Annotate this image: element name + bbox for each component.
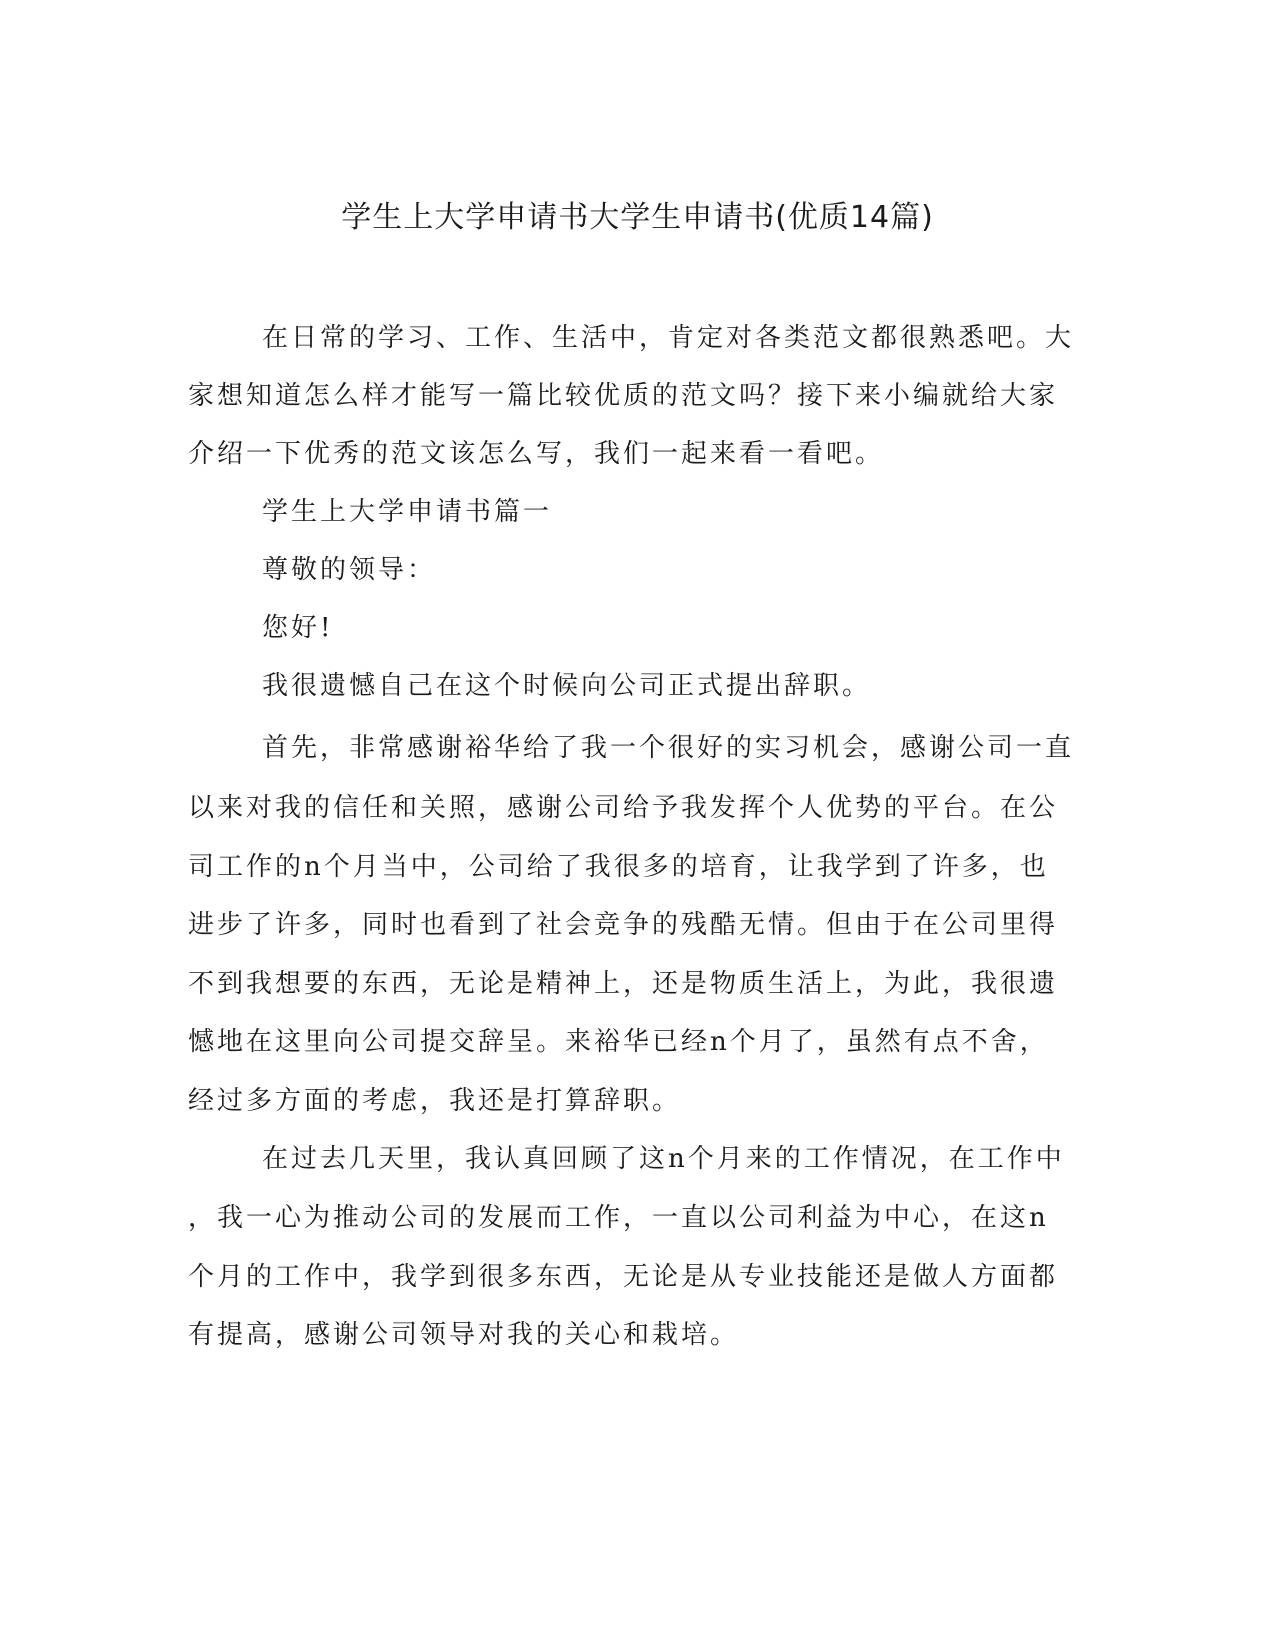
paragraph-line: 不到我想要的东西，无论是精神上，还是物质生活上，为此，我很遗 xyxy=(188,969,1059,999)
paragraph-line: 我很遗憾自己在这个时候向公司正式提出辞职。 xyxy=(262,671,872,701)
paragraph-line: 个月的工作中，我学到很多东西，无论是从专业技能还是做人方面都 xyxy=(188,1262,1059,1292)
paragraph-line: 司工作的n个月当中，公司给了我很多的培育，让我学到了许多，也 xyxy=(188,852,1049,882)
paragraph-line: 经过多方面的考虑，我还是打算辞职。 xyxy=(188,1086,682,1116)
paragraph-line: 有提高，感谢公司领导对我的关心和栽培。 xyxy=(188,1320,740,1350)
document-title: 学生上大学申请书大学生申请书(优质14篇) xyxy=(341,200,934,235)
salutation: 尊敬的领导： xyxy=(262,555,437,585)
section-heading: 学生上大学申请书篇一 xyxy=(262,497,553,527)
greeting: 您好! xyxy=(262,613,334,643)
paragraph-line: 家想知道怎么样才能写一篇比较优质的范文吗？接下来小编就给大家 xyxy=(188,381,1059,411)
paragraph-line: ，我一心为推动公司的发展而工作，一直以公司利益为中心，在这n xyxy=(188,1203,1049,1233)
paragraph-line: 以来对我的信任和关照，感谢公司给予我发挥个人优势的平台。在公 xyxy=(188,793,1059,823)
paragraph-line: 在日常的学习、工作、生活中，肯定对各类范文都很熟悉吧。大 xyxy=(262,323,1075,353)
paragraph-line: 憾地在这里向公司提交辞呈。来裕华已经n个月了，虽然有点不舍， xyxy=(188,1027,1049,1057)
paragraph-line: 介绍一下优秀的范文该怎么写，我们一起来看一看吧。 xyxy=(188,439,885,469)
paragraph-line: 首先，非常感谢裕华给了我一个很好的实习机会，感谢公司一直 xyxy=(262,733,1075,763)
paragraph-line: 进步了许多，同时也看到了社会竞争的残酷无情。但由于在公司里得 xyxy=(188,910,1059,940)
paragraph-line: 在过去几天里，我认真回顾了这n个月来的工作情况，在工作中 xyxy=(262,1144,1065,1174)
